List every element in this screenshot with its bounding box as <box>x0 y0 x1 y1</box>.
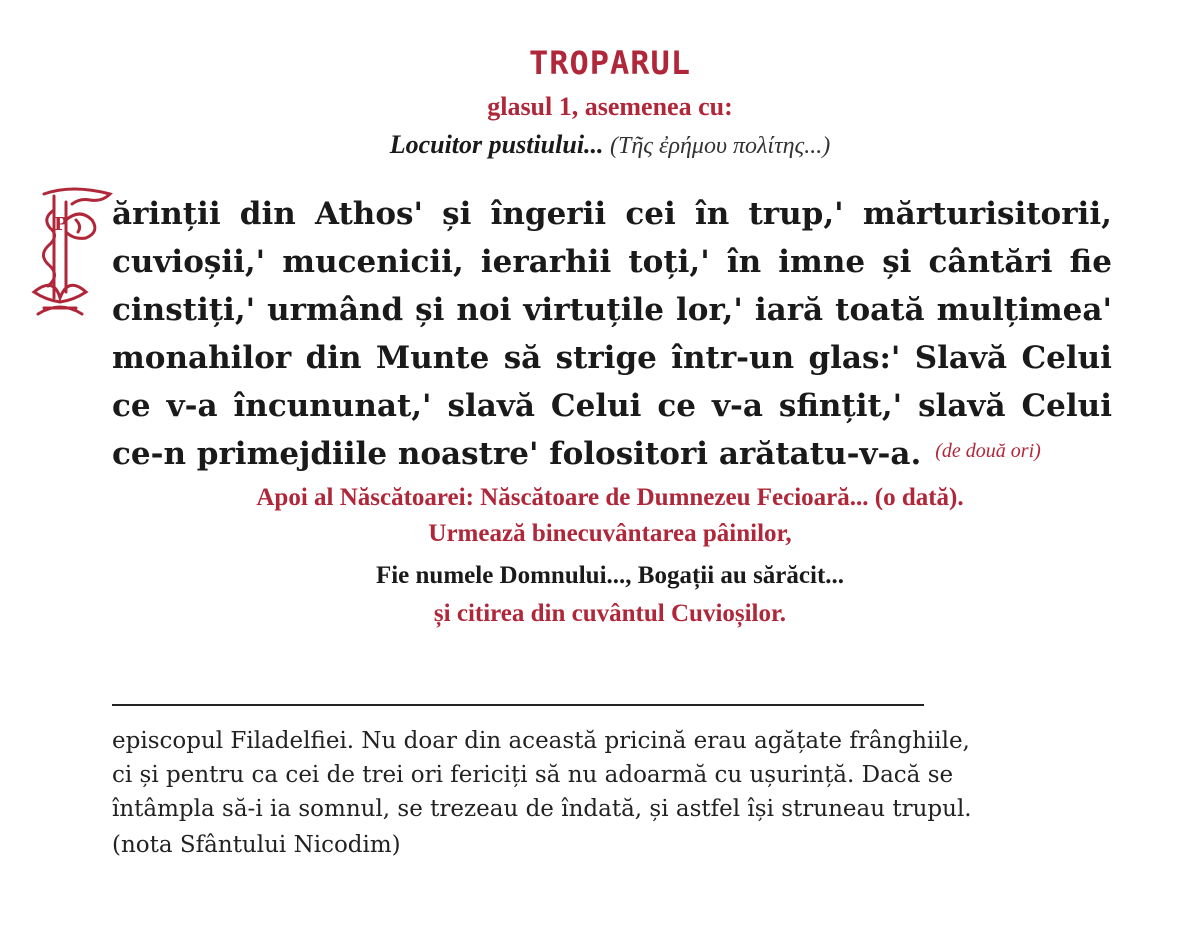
footnote-line-3: întâmpla să-i ia somnul, se trezeau de îndată, și astfel își struneau trupul. <box>112 796 972 822</box>
repeat-note: (de două ori) <box>935 440 1041 462</box>
hymn-line-6 <box>112 436 1112 472</box>
hymn-line-3: cinstiți,' urmând și noi virtuțile lor,' iară toată mulțimea' <box>112 292 1112 328</box>
rubric-fie-numele: Fie numele Domnului..., <box>375 562 632 589</box>
hymn-line-2: cuvioșii,' mucenicii, ierarhii toți,' în imne și cântări fie <box>112 244 1112 280</box>
hymn-line-4: monahilor din Munte să strige într-un glas:' Slavă Celui <box>112 340 1112 376</box>
drop-cap-initial <box>24 180 120 330</box>
hymn-line-5: ce v-a încununat,' slavă Celui ce v-a sfințit,' slavă Celui <box>112 388 1112 424</box>
rubric-bogatii: Bogații au sărăcit... <box>637 562 845 589</box>
rubric-reading: și citirea din cuvântul Cuvioșilor. <box>433 600 787 627</box>
hymn-line-6-text: ce-n primejdiile noastre' folositori arătatu-v-a. <box>112 436 922 472</box>
rubric-psalms <box>0 562 1200 590</box>
section-title: TROPARUL <box>528 44 692 82</box>
footnote-line-2: ci și pentru ca cei de trei ori fericiți să nu adoarmă cu ușurință. Dacă se <box>112 762 954 788</box>
rubric-blessing: Urmează binecuvântarea pâinilor, <box>428 520 792 547</box>
footnote-line-4: (nota Sfântului Nicodim) <box>112 832 401 858</box>
footnote-line-1: episcopul Filadelfiei. Nu doar din această pricină erau agățate frânghiile, <box>112 728 970 754</box>
tone-indication: glasul 1, asemenea cu: <box>487 92 733 121</box>
drop-cap-letter: P <box>54 214 68 235</box>
model-melody <box>0 130 1200 160</box>
hymn-line-1: ărinții din Athos' și îngerii cei în trup,' mărturisitorii, <box>112 196 1112 232</box>
footnote-divider <box>112 704 924 706</box>
rubric-theotokion: Apoi al Născătoarei: Născătoare de Dumnezeu Fecioară... (o dată). <box>256 484 964 511</box>
model-melody-latin: Locuitor pustiului... <box>389 130 604 159</box>
model-melody-greek: (Τῆς ἐρήμου πολίτης...) <box>610 133 831 159</box>
ornamental-p-icon <box>24 180 120 330</box>
